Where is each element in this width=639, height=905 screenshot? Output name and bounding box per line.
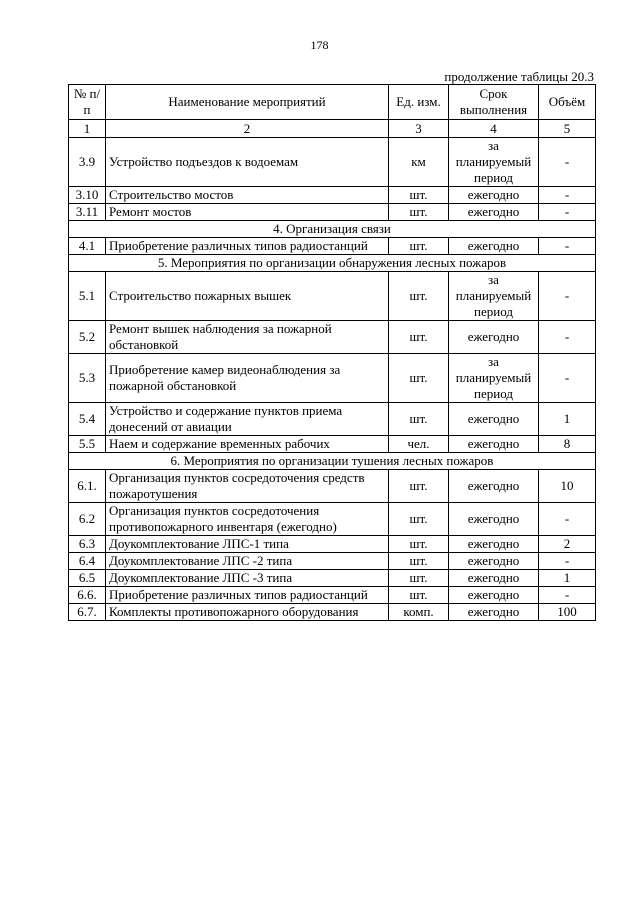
header-volume: Объём <box>539 85 596 120</box>
row-term: ежегодно <box>449 470 539 503</box>
row-name: Ремонт мостов <box>106 204 389 221</box>
row-volume: - <box>539 238 596 255</box>
row-name: Комплекты противопожарного оборудования <box>106 604 389 621</box>
row-volume: - <box>539 187 596 204</box>
row-volume: - <box>539 354 596 403</box>
row-number: 4.1 <box>69 238 106 255</box>
table-row <box>69 503 596 536</box>
table-row <box>69 553 596 570</box>
row-unit: шт. <box>389 570 449 587</box>
row-unit: шт. <box>389 238 449 255</box>
table-row <box>69 403 596 436</box>
column-number: 2 <box>106 120 389 138</box>
row-volume: - <box>539 204 596 221</box>
table-row <box>69 204 596 221</box>
row-number: 5.3 <box>69 354 106 403</box>
section-title: 5. Мероприятия по организации обнаружения лесных пожаров <box>69 255 596 272</box>
row-volume: - <box>539 553 596 570</box>
row-name: Устройство и содержание пунктов приема донесений от авиации <box>106 403 389 436</box>
table-row <box>69 272 596 321</box>
row-name: Устройство подъездов к водоемам <box>106 138 389 187</box>
row-volume: 2 <box>539 536 596 553</box>
row-number: 6.5 <box>69 570 106 587</box>
row-number: 5.2 <box>69 321 106 354</box>
column-number: 3 <box>389 120 449 138</box>
table-row <box>69 138 596 187</box>
row-term: ежегодно <box>449 587 539 604</box>
row-number: 5.1 <box>69 272 106 321</box>
row-unit: шт. <box>389 470 449 503</box>
row-volume: - <box>539 272 596 321</box>
table-row <box>69 354 596 403</box>
row-term: за планируемый период <box>449 272 539 321</box>
row-unit: шт. <box>389 187 449 204</box>
row-term: ежегодно <box>449 321 539 354</box>
row-volume: 8 <box>539 436 596 453</box>
row-number: 5.5 <box>69 436 106 453</box>
row-volume: - <box>539 587 596 604</box>
row-name: Приобретение камер видеонаблюдения за пожарной обстановкой <box>106 354 389 403</box>
table-continuation-caption: продолжение таблицы 20.3 <box>444 69 594 84</box>
table-row <box>69 470 596 503</box>
table-row <box>69 587 596 604</box>
row-volume: 10 <box>539 470 596 503</box>
row-unit: шт. <box>389 553 449 570</box>
row-term: ежегодно <box>449 570 539 587</box>
row-volume: 1 <box>539 570 596 587</box>
table-row <box>69 436 596 453</box>
row-unit: комп. <box>389 604 449 621</box>
row-number: 3.10 <box>69 187 106 204</box>
header-name: Наименование мероприятий <box>106 85 389 120</box>
table-body <box>69 85 596 621</box>
row-number: 6.3 <box>69 536 106 553</box>
row-unit: шт. <box>389 536 449 553</box>
header-unit: Ед. изм. <box>389 85 449 120</box>
table-row <box>69 187 596 204</box>
row-number: 6.6. <box>69 587 106 604</box>
header-row <box>69 85 596 120</box>
row-name: Доукомплектование ЛПС -2 типа <box>106 553 389 570</box>
header-term: Срок выполнения <box>449 85 539 120</box>
row-term: ежегодно <box>449 436 539 453</box>
row-unit: чел. <box>389 436 449 453</box>
row-number: 6.7. <box>69 604 106 621</box>
table-row <box>69 570 596 587</box>
row-unit: км <box>389 138 449 187</box>
row-unit: шт. <box>389 403 449 436</box>
measures-table <box>68 84 596 621</box>
table-row <box>69 604 596 621</box>
row-unit: шт. <box>389 321 449 354</box>
row-name: Приобретение различных типов радиостанций <box>106 587 389 604</box>
row-term: ежегодно <box>449 403 539 436</box>
row-term: ежегодно <box>449 503 539 536</box>
row-number: 3.9 <box>69 138 106 187</box>
row-term: ежегодно <box>449 604 539 621</box>
row-term: ежегодно <box>449 238 539 255</box>
row-volume: 1 <box>539 403 596 436</box>
row-unit: шт. <box>389 503 449 536</box>
section-row <box>69 453 596 470</box>
row-volume: - <box>539 138 596 187</box>
row-unit: шт. <box>389 354 449 403</box>
table-row <box>69 238 596 255</box>
row-unit: шт. <box>389 272 449 321</box>
column-numbers-row <box>69 120 596 138</box>
row-number: 3.11 <box>69 204 106 221</box>
table-row <box>69 536 596 553</box>
column-number: 4 <box>449 120 539 138</box>
row-name: Организация пунктов сосредоточения противопожарного инвентаря (ежегодно) <box>106 503 389 536</box>
row-volume: - <box>539 321 596 354</box>
row-name: Доукомплектование ЛПС -3 типа <box>106 570 389 587</box>
row-term: ежегодно <box>449 553 539 570</box>
row-term: ежегодно <box>449 536 539 553</box>
row-name: Приобретение различных типов радиостанций <box>106 238 389 255</box>
row-term: ежегодно <box>449 204 539 221</box>
row-number: 6.1. <box>69 470 106 503</box>
section-row <box>69 255 596 272</box>
row-term: за планируемый период <box>449 138 539 187</box>
column-number: 5 <box>539 120 596 138</box>
section-title: 4. Организация связи <box>69 221 596 238</box>
row-name: Доукомплектование ЛПС-1 типа <box>106 536 389 553</box>
row-name: Организация пунктов сосредоточения средств пожаротушения <box>106 470 389 503</box>
row-volume: 100 <box>539 604 596 621</box>
section-title: 6. Мероприятия по организации тушения лесных пожаров <box>69 453 596 470</box>
row-name: Строительство пожарных вышек <box>106 272 389 321</box>
row-number: 6.4 <box>69 553 106 570</box>
column-number: 1 <box>69 120 106 138</box>
row-name: Строительство мостов <box>106 187 389 204</box>
row-number: 6.2 <box>69 503 106 536</box>
row-number: 5.4 <box>69 403 106 436</box>
row-name: Ремонт вышек наблюдения за пожарной обстановкой <box>106 321 389 354</box>
header-num: № п/п <box>69 85 106 120</box>
row-name: Наем и содержание временных рабочих <box>106 436 389 453</box>
page-number: 178 <box>310 38 329 52</box>
row-unit: шт. <box>389 204 449 221</box>
table-row <box>69 321 596 354</box>
row-volume: - <box>539 503 596 536</box>
row-term: ежегодно <box>449 187 539 204</box>
row-unit: шт. <box>389 587 449 604</box>
row-term: за планируемый период <box>449 354 539 403</box>
section-row <box>69 221 596 238</box>
